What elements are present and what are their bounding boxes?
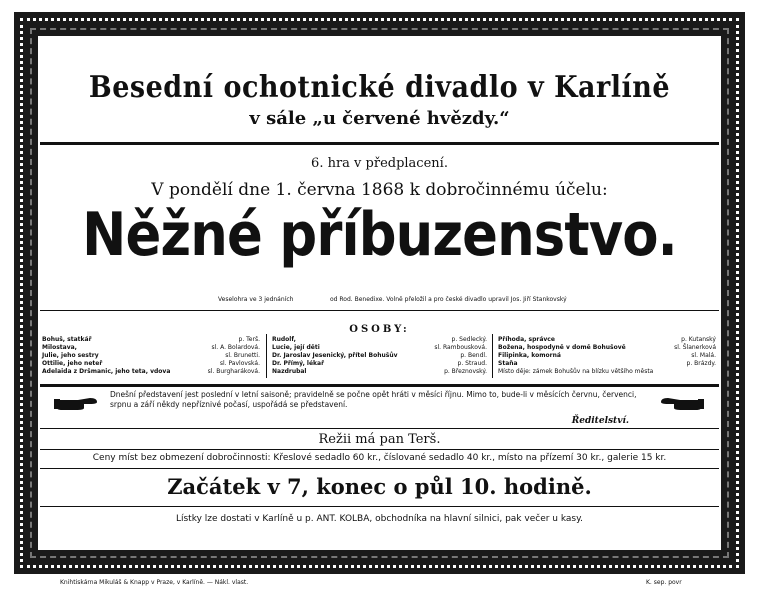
print-mark: K. sep. povr <box>646 579 682 586</box>
prices-line: Ceny míst bez obmezení dobročinnosti: Křeslové sedadlo 60 kr., číslované sedadlo 40 kr., místo na přízemí 30 kr., galerie 15 kr. <box>92 453 667 463</box>
cast-row: Bohuš, statkář p. Terš. <box>42 336 260 343</box>
start-time-line: Začátek v 7, konec o půl 10. hodině. <box>167 474 592 499</box>
signature: Ředitelství. <box>571 416 629 426</box>
theatre-title: Besední ochotnické divadlo v Karlíně <box>88 70 671 105</box>
divider <box>266 334 267 378</box>
acts-note: Veselohra ve 3 jednáních <box>218 296 294 303</box>
cast-row: Ottilie, jeho neteř sl. Pavlovská. <box>42 360 260 367</box>
cast-row: Filipinka, komorná sl. Malá. <box>498 352 716 359</box>
cast-column-3 <box>498 336 716 376</box>
printer-credit: Knihtiskárna Mikuláš & Knapp v Praze, v Karlíně. — Nákl. vlast. <box>60 579 249 586</box>
cast-row: Dr. Jaroslav Jesenický, přítel Bohušův p. Bendl. <box>272 352 487 359</box>
cast-heading: OSOBY: <box>349 324 410 335</box>
cast-row: Lucie, její děti sl. Rambousková. <box>272 344 487 351</box>
divider <box>40 449 719 450</box>
cast-column-2 <box>272 336 487 376</box>
divider <box>40 506 719 507</box>
tickets-line: Lístky lze dostati v Karlíně u p. ANT. KOLBA, obchodníka na hlavní silnici, pak večer u kasy. <box>175 514 584 524</box>
divider <box>40 468 719 469</box>
venue-subtitle: v sále „u červené hvězdy.“ <box>249 108 510 129</box>
cast-row: Božena, hospodyně v domě Bohušově sl. Šlanerková <box>498 344 716 351</box>
poster-content <box>40 44 719 544</box>
cast-column-1 <box>42 336 260 376</box>
cast-row: Staňa p. Brázdy. <box>498 360 716 367</box>
cast-row: Nazdrubal p. Březnovský. <box>272 368 487 375</box>
divider <box>40 142 719 145</box>
divider <box>40 384 719 387</box>
divider <box>40 310 719 311</box>
pointing-hand-left-icon <box>660 394 704 412</box>
date-line: V pondělí dne 1. června 1868 k dobročinnému účelu: <box>151 180 608 200</box>
play-title: Něžné příbuzenstvo. <box>82 200 677 270</box>
cast-row: Příhoda, správce p. Kutanský <box>498 336 716 343</box>
notice-text: Dnešní představení jest poslední v letní saisoně; pravidelně se počne opět hráti v měsíci říjnu. Mimo to, bude-li v měsících červnu, červenci, srpnu a září někdy nepříznivé počasí, uspořádá se představení. <box>110 390 637 409</box>
direction-line: Režii má pan Terš. <box>318 432 441 447</box>
cast-row: Dr. Přímý, lékař p. Straud. <box>272 360 487 367</box>
cast-row: Adelaida z Dršmanic, jeho teta, vdova sl. Burgharáková. <box>42 368 260 375</box>
divider <box>492 334 493 378</box>
cast-row: Místo děje: zámek Bohušův na blízku většího města <box>498 368 654 375</box>
cast-row: Milostava, sl. A. Bolardová. <box>42 344 260 351</box>
series-line: 6. hra v předplacení. <box>311 156 448 171</box>
divider <box>40 428 719 429</box>
pointing-hand-right-icon <box>54 394 98 412</box>
cast-row: Rudolf, p. Sedlecký. <box>272 336 487 343</box>
author-note: od Rod. Benedixe. Volně přeložil a pro české divadlo upravil Jos. Jiří Stankovský <box>330 296 567 303</box>
cast-row: Julie, jeho sestry sl. Brunetti. <box>42 352 260 359</box>
